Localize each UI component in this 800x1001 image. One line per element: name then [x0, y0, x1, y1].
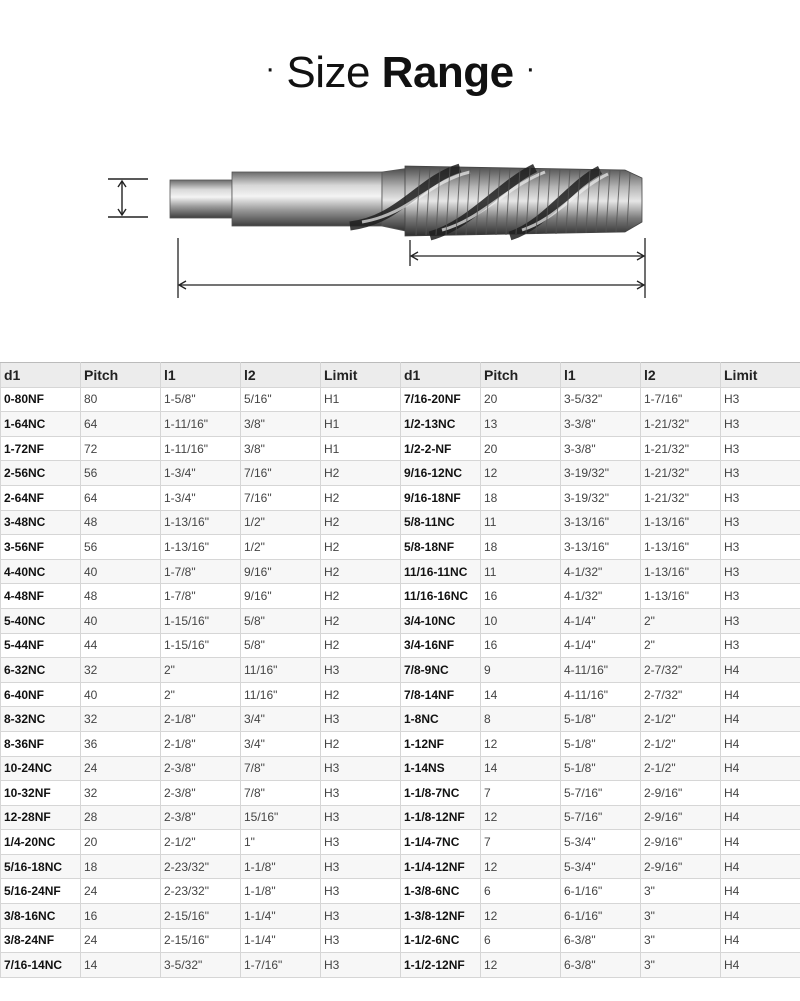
cell-l1: 4-1/4" [561, 633, 641, 658]
cell-l2: 2-9/16" [641, 830, 721, 855]
title-dot-left: · [265, 52, 275, 86]
cell-d1: 1-64NC [1, 412, 81, 437]
cell-pitch: 32 [81, 658, 161, 683]
cell-l1: 3-3/8" [561, 436, 641, 461]
cell-pitch: 32 [81, 781, 161, 806]
table-row [1, 682, 800, 707]
table-row [1, 387, 800, 412]
cell-limit: H3 [321, 928, 401, 953]
cell-limit: H1 [321, 436, 401, 461]
table-row [1, 485, 800, 510]
cell-l2: 7/16" [241, 461, 321, 486]
cell-l1: 5-3/4" [561, 830, 641, 855]
cell-l1: 3-5/32" [161, 953, 241, 978]
cell-d1: 1/2-2-NF [401, 436, 481, 461]
cell-l1: 5-1/8" [561, 731, 641, 756]
table-row [1, 535, 800, 560]
cell-pitch: 12 [481, 805, 561, 830]
cell-l2: 15/16" [241, 805, 321, 830]
cell-d1: 3/4-16NF [401, 633, 481, 658]
cell-limit: H2 [321, 633, 401, 658]
cell-limit: H4 [721, 953, 800, 978]
cell-l1: 1-11/16" [161, 412, 241, 437]
cell-d1: 1-1/8-7NC [401, 781, 481, 806]
cell-d1: 3-48NC [1, 510, 81, 535]
cell-l2: 2" [641, 608, 721, 633]
header-pitch: Pitch [481, 363, 561, 388]
cell-l1: 2-3/8" [161, 756, 241, 781]
cell-pitch: 64 [81, 412, 161, 437]
table-row [1, 436, 800, 461]
cell-l2: 1-21/32" [641, 461, 721, 486]
cell-d1: 1-1/4-12NF [401, 854, 481, 879]
cell-pitch: 18 [481, 485, 561, 510]
cell-limit: H2 [321, 608, 401, 633]
cell-d1: 0-80NF [1, 387, 81, 412]
cell-pitch: 56 [81, 535, 161, 560]
cell-limit: H3 [721, 461, 800, 486]
header-d1: d1 [401, 363, 481, 388]
cell-d1: 3/8-16NC [1, 904, 81, 929]
cell-pitch: 9 [481, 658, 561, 683]
table-row [1, 510, 800, 535]
cell-pitch: 16 [481, 633, 561, 658]
cell-d1: 5/16-24NF [1, 879, 81, 904]
cell-l2: 7/16" [241, 485, 321, 510]
cell-l1: 2-1/2" [161, 830, 241, 855]
cell-limit: H4 [721, 682, 800, 707]
cell-l1: 1-3/4" [161, 485, 241, 510]
cell-pitch: 20 [481, 436, 561, 461]
cell-limit: H3 [321, 830, 401, 855]
cell-d1: 5-40NC [1, 608, 81, 633]
cell-pitch: 14 [481, 682, 561, 707]
cell-l2: 1" [241, 830, 321, 855]
cell-d1: 2-56NC [1, 461, 81, 486]
cell-pitch: 80 [81, 387, 161, 412]
cell-l2: 1-1/8" [241, 854, 321, 879]
cell-limit: H3 [721, 510, 800, 535]
table-row [1, 953, 800, 978]
cell-limit: H4 [721, 854, 800, 879]
cell-d1: 9/16-18NF [401, 485, 481, 510]
cell-pitch: 12 [481, 731, 561, 756]
cell-d1: 6-40NF [1, 682, 81, 707]
cell-l1: 4-1/32" [561, 559, 641, 584]
cell-limit: H2 [321, 485, 401, 510]
cell-l1: 2-3/8" [161, 805, 241, 830]
cell-pitch: 64 [81, 485, 161, 510]
cell-limit: H3 [721, 387, 800, 412]
cell-l2: 3" [641, 904, 721, 929]
cell-pitch: 7 [481, 830, 561, 855]
cell-d1: 7/8-14NF [401, 682, 481, 707]
cell-l2: 1-1/4" [241, 928, 321, 953]
cell-d1: 3-56NF [1, 535, 81, 560]
cell-limit: H2 [321, 559, 401, 584]
cell-l2: 11/16" [241, 658, 321, 683]
cell-limit: H4 [721, 879, 800, 904]
cell-l1: 2" [161, 658, 241, 683]
cell-pitch: 20 [481, 387, 561, 412]
cell-l2: 1-21/32" [641, 485, 721, 510]
table-body [1, 387, 800, 977]
cell-l1: 4-11/16" [561, 658, 641, 683]
cell-d1: 4-48NF [1, 584, 81, 609]
table-row [1, 633, 800, 658]
cell-d1: 5/8-18NF [401, 535, 481, 560]
cell-l2: 2-9/16" [641, 854, 721, 879]
cell-l2: 9/16" [241, 584, 321, 609]
cell-l1: 3-13/16" [561, 510, 641, 535]
cell-l2: 3/4" [241, 707, 321, 732]
cell-pitch: 12 [481, 854, 561, 879]
table-row [1, 756, 800, 781]
cell-d1: 1-3/8-6NC [401, 879, 481, 904]
cell-d1: 3/8-24NF [1, 928, 81, 953]
cell-limit: H3 [321, 805, 401, 830]
cell-d1: 1-72NF [1, 436, 81, 461]
cell-pitch: 24 [81, 756, 161, 781]
cell-pitch: 72 [81, 436, 161, 461]
cell-l2: 1-21/32" [641, 436, 721, 461]
cell-limit: H3 [321, 658, 401, 683]
cell-pitch: 16 [481, 584, 561, 609]
cell-l1: 1-13/16" [161, 535, 241, 560]
cell-d1: 11/16-16NC [401, 584, 481, 609]
cell-l1: 2-23/32" [161, 854, 241, 879]
cell-l1: 4-11/16" [561, 682, 641, 707]
cell-limit: H3 [721, 633, 800, 658]
cell-pitch: 18 [81, 854, 161, 879]
cell-l1: 5-1/8" [561, 756, 641, 781]
header-limit: Limit [721, 363, 800, 388]
cell-l2: 3" [641, 928, 721, 953]
spiral-tap-dimension-diagram [0, 160, 800, 310]
cell-l1: 2" [161, 682, 241, 707]
header-l1: l1 [161, 363, 241, 388]
cell-limit: H3 [721, 412, 800, 437]
table-row [1, 559, 800, 584]
cell-l2: 2-1/2" [641, 756, 721, 781]
table-row [1, 904, 800, 929]
cell-limit: H4 [721, 756, 800, 781]
cell-d1: 5/16-18NC [1, 854, 81, 879]
cell-l2: 2-9/16" [641, 781, 721, 806]
cell-limit: H1 [321, 412, 401, 437]
table-row [1, 461, 800, 486]
cell-l2: 2-1/2" [641, 731, 721, 756]
cell-limit: H3 [721, 584, 800, 609]
cell-limit: H4 [721, 805, 800, 830]
table-row [1, 707, 800, 732]
cell-l1: 5-1/8" [561, 707, 641, 732]
cell-l1: 1-3/4" [161, 461, 241, 486]
cell-l1: 6-1/16" [561, 904, 641, 929]
cell-d1: 1-12NF [401, 731, 481, 756]
table-row [1, 731, 800, 756]
cell-l1: 1-7/8" [161, 559, 241, 584]
cell-d1: 2-64NF [1, 485, 81, 510]
cell-d1: 1-1/4-7NC [401, 830, 481, 855]
title-word-range: Range [381, 48, 514, 97]
cell-pitch: 8 [481, 707, 561, 732]
header-pitch: Pitch [81, 363, 161, 388]
cell-l2: 1-21/32" [641, 412, 721, 437]
cell-d1: 8-32NC [1, 707, 81, 732]
cell-limit: H2 [321, 682, 401, 707]
cell-pitch: 40 [81, 608, 161, 633]
header-l2: l2 [641, 363, 721, 388]
cell-limit: H2 [321, 584, 401, 609]
cell-limit: H3 [321, 879, 401, 904]
cell-d1: 1-1/2-6NC [401, 928, 481, 953]
cell-l1: 2-1/8" [161, 731, 241, 756]
cell-pitch: 56 [81, 461, 161, 486]
cell-d1: 1-1/8-12NF [401, 805, 481, 830]
header-d1: d1 [1, 363, 81, 388]
cell-l1: 5-7/16" [561, 781, 641, 806]
cell-d1: 10-24NC [1, 756, 81, 781]
cell-l1: 1-7/8" [161, 584, 241, 609]
cell-limit: H4 [721, 830, 800, 855]
cell-pitch: 16 [81, 904, 161, 929]
title-dot-right: · [525, 52, 535, 86]
cell-d1: 4-40NC [1, 559, 81, 584]
cell-l2: 5/8" [241, 608, 321, 633]
cell-limit: H3 [721, 485, 800, 510]
cell-l2: 1-7/16" [641, 387, 721, 412]
length-dimension-markers [178, 238, 645, 298]
cell-pitch: 10 [481, 608, 561, 633]
cell-d1: 7/8-9NC [401, 658, 481, 683]
cell-d1: 7/16-14NC [1, 953, 81, 978]
cell-l2: 3/8" [241, 436, 321, 461]
cell-pitch: 11 [481, 559, 561, 584]
cell-limit: H2 [321, 535, 401, 560]
cell-limit: H4 [721, 707, 800, 732]
cell-d1: 10-32NF [1, 781, 81, 806]
cell-l1: 4-1/32" [561, 584, 641, 609]
cell-pitch: 14 [481, 756, 561, 781]
cell-l2: 2" [641, 633, 721, 658]
cell-d1: 3/4-10NC [401, 608, 481, 633]
cell-d1: 1-3/8-12NF [401, 904, 481, 929]
cell-l2: 3/4" [241, 731, 321, 756]
cell-l1: 1-15/16" [161, 608, 241, 633]
cell-limit: H3 [721, 559, 800, 584]
cell-limit: H1 [321, 387, 401, 412]
cell-d1: 1-14NS [401, 756, 481, 781]
cell-limit: H3 [321, 854, 401, 879]
cell-pitch: 6 [481, 879, 561, 904]
table-row [1, 854, 800, 879]
cell-l1: 1-5/8" [161, 387, 241, 412]
cell-pitch: 14 [81, 953, 161, 978]
cell-d1: 6-32NC [1, 658, 81, 683]
cell-l1: 3-13/16" [561, 535, 641, 560]
cell-l2: 3/8" [241, 412, 321, 437]
cell-limit: H3 [321, 707, 401, 732]
cell-l1: 2-15/16" [161, 928, 241, 953]
table-row [1, 830, 800, 855]
cell-l2: 2-9/16" [641, 805, 721, 830]
cell-d1: 1/2-13NC [401, 412, 481, 437]
cell-limit: H2 [321, 731, 401, 756]
header-l2: l2 [241, 363, 321, 388]
cell-d1: 1-1/2-12NF [401, 953, 481, 978]
cell-limit: H4 [721, 928, 800, 953]
cell-l2: 2-7/32" [641, 658, 721, 683]
cell-d1: 9/16-12NC [401, 461, 481, 486]
cell-limit: H3 [721, 535, 800, 560]
cell-l2: 1/2" [241, 535, 321, 560]
cell-l1: 6-3/8" [561, 928, 641, 953]
cell-l2: 3" [641, 953, 721, 978]
cell-limit: H3 [321, 781, 401, 806]
cell-l1: 2-15/16" [161, 904, 241, 929]
table-row [1, 781, 800, 806]
cell-limit: H2 [321, 510, 401, 535]
table-row [1, 658, 800, 683]
cell-pitch: 18 [481, 535, 561, 560]
cell-pitch: 40 [81, 559, 161, 584]
cell-l1: 1-15/16" [161, 633, 241, 658]
cell-pitch: 36 [81, 731, 161, 756]
cell-d1: 7/16-20NF [401, 387, 481, 412]
table-row [1, 879, 800, 904]
cell-d1: 1-8NC [401, 707, 481, 732]
cell-pitch: 13 [481, 412, 561, 437]
cell-l1: 6-3/8" [561, 953, 641, 978]
cell-d1: 8-36NF [1, 731, 81, 756]
cell-pitch: 7 [481, 781, 561, 806]
cell-pitch: 12 [481, 904, 561, 929]
table-row [1, 805, 800, 830]
cell-l1: 2-23/32" [161, 879, 241, 904]
cell-limit: H3 [721, 608, 800, 633]
cell-l2: 1-13/16" [641, 584, 721, 609]
table-header-row [1, 363, 800, 388]
cell-l1: 5-3/4" [561, 854, 641, 879]
cell-l2: 1/2" [241, 510, 321, 535]
cell-l1: 1-11/16" [161, 436, 241, 461]
cell-l1: 3-19/32" [561, 485, 641, 510]
cell-l2: 1-1/8" [241, 879, 321, 904]
cell-d1: 1/4-20NC [1, 830, 81, 855]
cell-pitch: 6 [481, 928, 561, 953]
page-title [0, 48, 800, 98]
table-row [1, 412, 800, 437]
cell-l1: 4-1/4" [561, 608, 641, 633]
cell-pitch: 44 [81, 633, 161, 658]
cell-l2: 1-13/16" [641, 535, 721, 560]
cell-d1: 5/8-11NC [401, 510, 481, 535]
cell-l2: 9/16" [241, 559, 321, 584]
cell-l2: 1-13/16" [641, 559, 721, 584]
cell-l2: 2-1/2" [641, 707, 721, 732]
cell-pitch: 48 [81, 510, 161, 535]
cell-pitch: 11 [481, 510, 561, 535]
cell-pitch: 32 [81, 707, 161, 732]
cell-pitch: 40 [81, 682, 161, 707]
title-word-size: Size [286, 48, 370, 97]
cell-l2: 1-7/16" [241, 953, 321, 978]
cell-pitch: 12 [481, 461, 561, 486]
cell-limit: H3 [321, 904, 401, 929]
table-row [1, 608, 800, 633]
table-row [1, 584, 800, 609]
cell-l1: 3-5/32" [561, 387, 641, 412]
cell-l1: 3-3/8" [561, 412, 641, 437]
cell-limit: H4 [721, 781, 800, 806]
header-l1: l1 [561, 363, 641, 388]
cell-l1: 6-1/16" [561, 879, 641, 904]
cell-l2: 5/16" [241, 387, 321, 412]
diameter-dimension-marker [108, 179, 148, 217]
cell-limit: H2 [321, 461, 401, 486]
cell-limit: H4 [721, 731, 800, 756]
cell-l1: 5-7/16" [561, 805, 641, 830]
cell-limit: H4 [721, 658, 800, 683]
cell-l1: 1-13/16" [161, 510, 241, 535]
cell-l2: 11/16" [241, 682, 321, 707]
cell-pitch: 28 [81, 805, 161, 830]
cell-pitch: 24 [81, 879, 161, 904]
cell-l2: 5/8" [241, 633, 321, 658]
cell-l2: 2-7/32" [641, 682, 721, 707]
cell-limit: H4 [721, 904, 800, 929]
cell-l2: 7/8" [241, 756, 321, 781]
cell-d1: 12-28NF [1, 805, 81, 830]
cell-pitch: 24 [81, 928, 161, 953]
cell-l1: 3-19/32" [561, 461, 641, 486]
cell-l1: 2-1/8" [161, 707, 241, 732]
cell-limit: H3 [321, 953, 401, 978]
header-limit: Limit [321, 363, 401, 388]
table-row [1, 928, 800, 953]
cell-l2: 1-1/4" [241, 904, 321, 929]
cell-l2: 3" [641, 879, 721, 904]
size-range-table [0, 362, 800, 978]
cell-limit: H3 [321, 756, 401, 781]
cell-pitch: 48 [81, 584, 161, 609]
cell-l1: 2-3/8" [161, 781, 241, 806]
cell-d1: 11/16-11NC [401, 559, 481, 584]
cell-limit: H3 [721, 436, 800, 461]
cell-pitch: 20 [81, 830, 161, 855]
cell-pitch: 12 [481, 953, 561, 978]
cell-l2: 7/8" [241, 781, 321, 806]
cell-d1: 5-44NF [1, 633, 81, 658]
cell-l2: 1-13/16" [641, 510, 721, 535]
tap-tool-image [170, 166, 642, 236]
